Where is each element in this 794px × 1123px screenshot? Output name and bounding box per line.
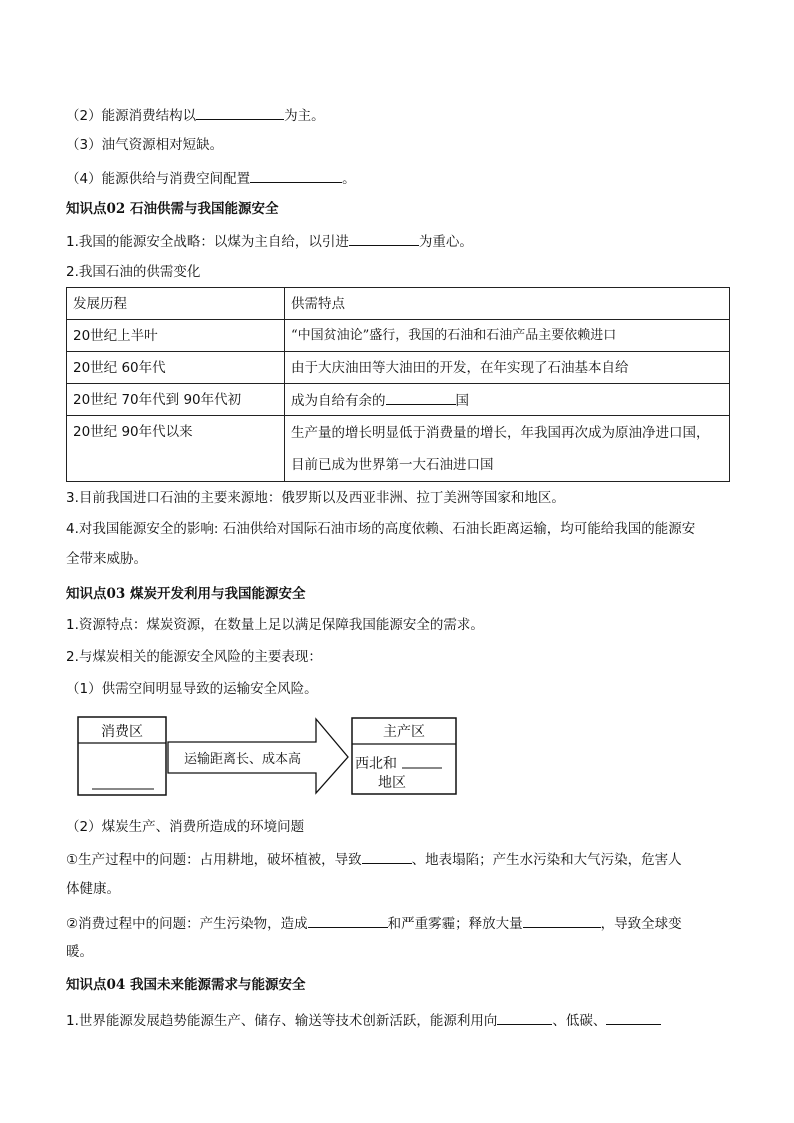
- impact-paragraph-line2: 全带来威胁。: [66, 551, 147, 567]
- table-cell-feature: 由于大庆油田等大油田的开发，在年实现了石油基本自给: [285, 352, 730, 384]
- transport-diagram: [76, 715, 462, 799]
- producer-line1: 西北和: [355, 756, 397, 772]
- consumption-issue-line1: ②消费过程中的问题：产生污染物，造成 和严重雾霾；释放大量 ，导致全球变: [66, 913, 682, 933]
- item-3: （3）油气资源相对短缺。: [66, 137, 224, 153]
- item-4: （4）能源供给与消费空间配置 。: [66, 168, 356, 188]
- fill-blank[interactable]: [523, 913, 601, 928]
- consumer-title: 消费区: [101, 724, 143, 740]
- table-header: 供需特点: [285, 288, 730, 320]
- fill-blank[interactable]: [497, 1010, 552, 1025]
- fill-blank[interactable]: [349, 231, 419, 246]
- strategy-paragraph: 1.我国的能源安全战略：以煤为主自给，以引进 为重心。: [66, 231, 473, 251]
- table-caption: 2.我国石油的供需变化: [66, 264, 201, 280]
- table-cell-period: 20世纪 60年代: [67, 352, 285, 384]
- item-2: （2）能源消费结构以 为主。: [66, 105, 325, 125]
- table-header: 发展历程: [67, 288, 285, 320]
- oil-supply-table: [66, 287, 730, 482]
- table-cell-feature: “中国贫油论”盛行，我国的石油和石油产品主要依赖进口: [285, 320, 730, 352]
- section-heading-04: 知识点04 我国未来能源需求与能源安全: [66, 977, 306, 993]
- producer-line2: 地区: [378, 775, 406, 791]
- fill-blank[interactable]: [606, 1010, 661, 1025]
- table-row: [67, 352, 730, 384]
- fill-blank[interactable]: [196, 105, 284, 120]
- producer-title: 主产区: [383, 724, 425, 740]
- table-row: [67, 320, 730, 352]
- fill-blank[interactable]: [250, 168, 342, 183]
- impact-paragraph-line1: 4.对我国能源安全的影响: 石油供给对国际石油市场的高度依赖、石油长距离运输，均可能给我国的能源安: [66, 521, 696, 537]
- fill-blank[interactable]: [386, 390, 456, 405]
- fill-blank[interactable]: [362, 849, 412, 864]
- production-issue-line2: 体健康。: [66, 881, 120, 897]
- risk-item-2: （2）煤炭生产、消费所造成的环境问题: [66, 819, 305, 835]
- arrow-label: 运输距离长、成本高: [184, 752, 302, 767]
- production-issue-line1: ①生产过程中的问题：占用耕地，破坏植被，导致 、地表塌陷；产生水污染和大气污染，危害人: [66, 849, 682, 869]
- resource-paragraph: 1.资源特点：煤炭资源，在数量上足以满足保障我国能源安全的需求。: [66, 617, 484, 633]
- table-row: [67, 416, 730, 482]
- consumption-issue-line2: 暖。: [66, 944, 93, 960]
- fill-blank[interactable]: [308, 913, 388, 928]
- risk-paragraph: 2.与煤炭相关的能源安全风险的主要表现：: [66, 649, 322, 665]
- table-header-row: [67, 288, 730, 320]
- section-heading-02: 知识点02 石油供需与我国能源安全: [66, 201, 279, 217]
- import-sources-paragraph: 3.目前我国进口石油的主要来源地：俄罗斯以及西亚非洲、拉丁美洲等国家和地区。: [66, 490, 565, 506]
- table-cell-feature: 成为自给有余的 国: [285, 384, 730, 416]
- trend-paragraph: 1.世界能源发展趋势能源生产、储存、输送等技术创新活跃，能源利用向 、低碳、: [66, 1010, 661, 1030]
- table-cell-period: 20世纪 70年代到 90年代初: [67, 384, 285, 416]
- risk-item-1: （1）供需空间明显导致的运输安全风险。: [66, 681, 318, 697]
- table-row: [67, 384, 730, 416]
- table-cell-period: 20世纪 90年代以来: [67, 416, 285, 482]
- section-heading-03: 知识点03 煤炭开发利用与我国能源安全: [66, 586, 306, 602]
- table-cell-period: 20世纪上半叶: [67, 320, 285, 352]
- table-cell-feature: 生产量的增长明显低于消费量的增长，年我国再次成为原油净进口国， 目前已成为世界第一大石油进口国: [285, 416, 730, 482]
